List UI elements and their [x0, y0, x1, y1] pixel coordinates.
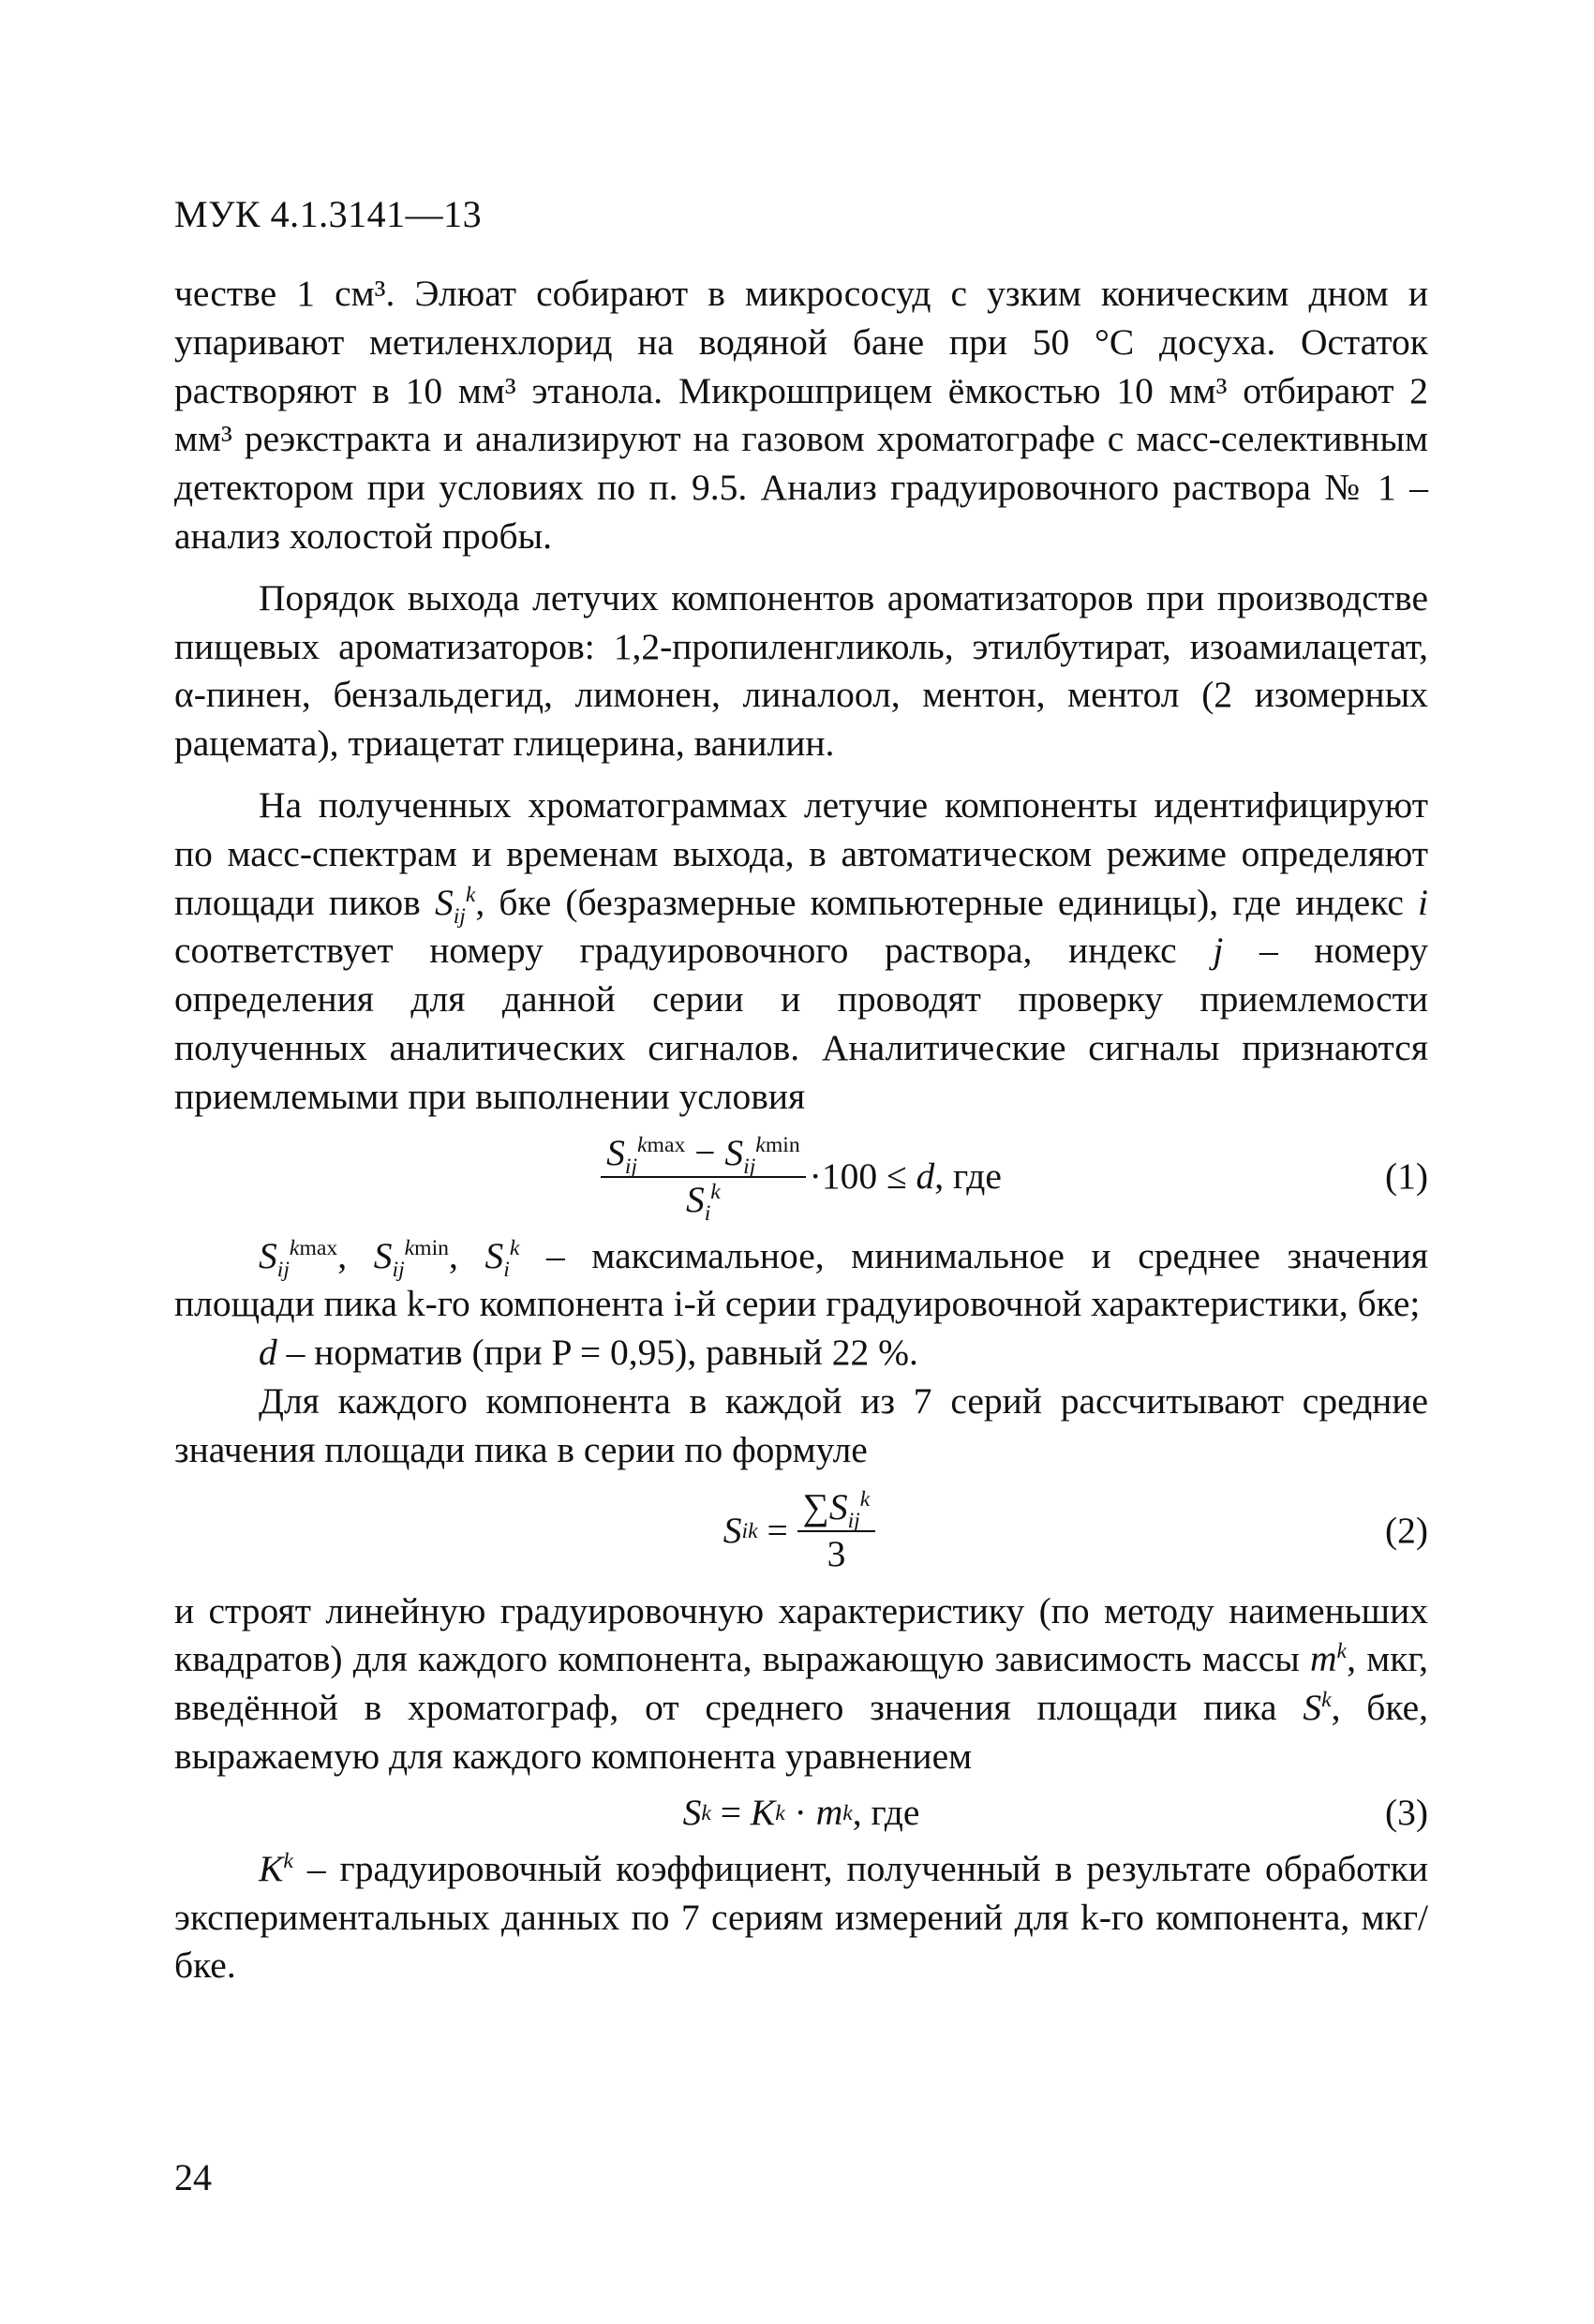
equation-1: [174, 1122, 1428, 1232]
paragraph-5-part-b: , мкг, введённой в хроматограф, от среднего значения площади пика: [174, 1638, 1429, 1729]
paragraph-3-part-d: – номеру определения для данной серии и проводят проверку приемлемости полученных аналитических сигналов. Аналитические сигналы признаются приемлемыми при выполнении условия: [174, 930, 1428, 1117]
symbol-s-ij-k: $S_{ij}^k$: [434, 881, 476, 929]
equation-1-tail: ·100 ≤: [809, 1155, 907, 1197]
equation-3-where: , где: [852, 1791, 920, 1833]
equation-2-number: (2): [1384, 1509, 1428, 1551]
equation-1-number: (1): [1384, 1155, 1428, 1197]
paragraph-5: [174, 1587, 1428, 1781]
paragraph-3-part-c: соответствует номеру градуировочного раствора, индекс: [174, 930, 1177, 972]
paragraph-3-part-b: , бке (безразмерные компьютерные единицы), где индекс: [475, 881, 1404, 923]
equation-3-number: (3): [1384, 1791, 1428, 1833]
equation-3: S k = K k · m k , где (3): [174, 1781, 1428, 1845]
definition-1: [174, 1232, 1428, 1330]
def3-text: – градуировочный коэффициент, полученный в результате обработки экспериментальных данных по 7 сериям измерений для k-го компонента, мкг/бке.: [174, 1847, 1428, 1987]
paragraph-1: честве 1 см³. Элюат собирают в микрососуд с узким коническим дном и упаривают метиленхлорид на водяной бане при 50 °С досуха. Остаток растворяют в 10 мм³ этанола. Микрошприцем ёмкостью 10 мм³ отбирают 2 мм³ реэкстракта и анализируют на газовом хроматографе с масс-селективным детектором при условиях по п. 9.5. Анализ градуировочного раствора № 1 – анализ холостой пробы.: [174, 273, 1428, 557]
def1-symbols: $S_{ij}^{kmax}$, $S_{ij}^{kmin}$, $S_i^k$: [259, 1234, 520, 1282]
paragraph-3: [174, 782, 1428, 1122]
equation-2: S i k = $\frac{\sum S_{ij}^k}{3}$ (2): [723, 1486, 1428, 1574]
document-body: [174, 270, 1428, 1990]
symbol-m-k: $m^k$: [1310, 1638, 1348, 1680]
page-number: 24: [174, 2156, 212, 2198]
paragraph-2: Порядок выхода летучих компонентов ароматизаторов при производстве пищевых ароматизаторов: 1,2-пропиленгликоль, этилбутират, изоамилацетат, α-пинен, бензальдегид, лимонен, линалоол, ментон, ментол (2 изомерных рацемата), триацетат глицерина, ванилин.: [174, 576, 1428, 765]
def2-text: – норматив (при P = 0,95), равный 22 %.: [286, 1332, 918, 1374]
definition-3: [174, 1845, 1428, 1990]
paragraph-4: Для каждого компонента в каждой из 7 серий рассчитывают средние значения площади пика в серии по формуле: [174, 1379, 1428, 1470]
paragraph-5-part-a: и строят линейную градуировочную характеристику (по методу наименьших квадратов) для каждого компонента, выражающую зависимость массы: [174, 1589, 1428, 1680]
def3-symbol: $K^k$: [259, 1847, 293, 1889]
paragraph-3-part-a: На полученных хроматограммах летучие компоненты идентифицируют по масс-спектрам и временам выхода, в автоматическом режиме определяют площади пиков: [174, 783, 1428, 923]
equation-1-d: d: [916, 1155, 935, 1197]
paragraph-5-part-c: , бке, выражаемую для каждого компонента уравнением: [174, 1687, 1429, 1777]
def2-symbol: d: [259, 1332, 277, 1374]
index-i: i: [1418, 881, 1429, 923]
definition-2: [174, 1329, 1428, 1378]
document-header: МУК 4.1.3141—13: [174, 193, 483, 235]
equation-1-fraction: $\frac{S_{ij}^{kmax} - S_{ij}^{kmin}}{S_i^k}$: [601, 1133, 806, 1220]
index-j: j: [1213, 930, 1224, 972]
def1-text: – максимальное, минимальное и среднее значения площади пика k-го компонента i-й серии градуировочной характеристики, бке;: [174, 1234, 1429, 1325]
equation-1-where: , где: [934, 1155, 1002, 1197]
equation-2-fraction: $\frac{\sum S_{ij}^k}{3}$: [797, 1487, 876, 1574]
symbol-s-k: $S^k$: [1303, 1687, 1332, 1729]
